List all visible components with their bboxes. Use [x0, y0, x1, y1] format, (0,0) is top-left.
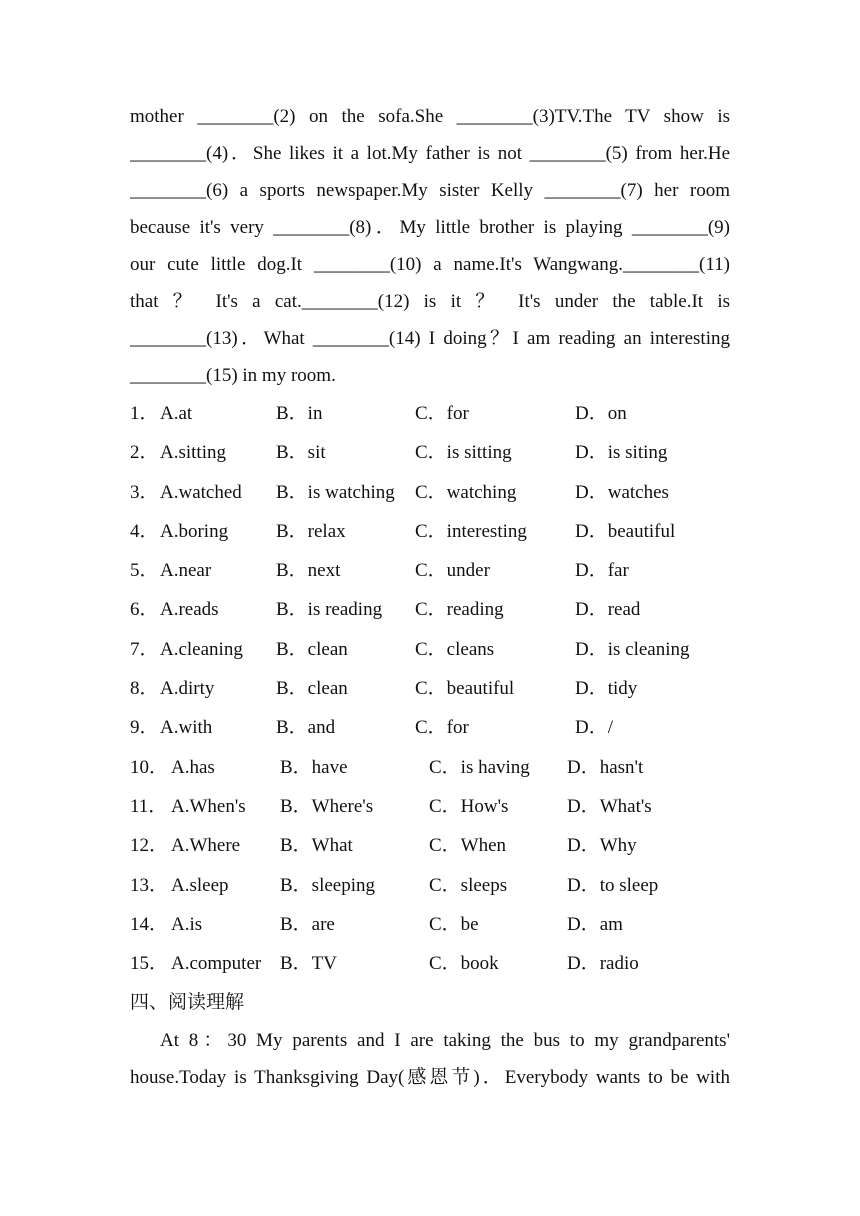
- option-d: D．tidy: [575, 678, 638, 700]
- option-d: D．on: [575, 403, 627, 424]
- option-b: B．are: [280, 913, 335, 935]
- option-row: [130, 708, 730, 747]
- option-d: D．is siting: [575, 442, 668, 464]
- option-c: C．interesting: [415, 520, 527, 542]
- question-number: 1．: [130, 403, 159, 424]
- option-d: D．far: [575, 560, 629, 582]
- option-d: D．read: [575, 599, 641, 621]
- option-c: C．be: [429, 913, 479, 935]
- question-number: 10．: [130, 756, 169, 778]
- option-c: C．is sitting: [415, 442, 512, 464]
- reading-line: house.Today is Thanksgiving Day(感恩节)．Everybody wants to be with: [130, 1067, 730, 1089]
- option-b: B．in: [276, 403, 323, 424]
- option-b: B．is watching: [276, 481, 395, 503]
- option-b: B．relax: [276, 520, 346, 542]
- option-a: A.Where: [171, 835, 241, 857]
- question-number: 5．: [130, 560, 159, 582]
- question-number: 2．: [130, 442, 159, 464]
- question-number: 4．: [130, 520, 159, 542]
- question-number: 13．: [130, 874, 169, 896]
- option-row: [130, 866, 730, 905]
- option-b: B．next: [276, 560, 341, 582]
- option-a: A.boring: [160, 520, 229, 542]
- option-d: D．is cleaning: [575, 638, 690, 660]
- passage-line: that ？ It's a cat.________(12) is it ？ It's under the table.It is: [130, 291, 730, 312]
- option-row: [130, 787, 730, 826]
- option-a: A.sleep: [171, 874, 229, 896]
- option-b: B．TV: [280, 953, 338, 975]
- question-number: 14．: [130, 913, 169, 935]
- document-page: [130, 98, 730, 1096]
- option-row: [130, 512, 730, 551]
- option-a: A.cleaning: [160, 638, 243, 660]
- answer-options: [130, 394, 730, 983]
- option-row: [130, 944, 730, 983]
- option-row: [130, 394, 730, 433]
- option-a: A.watched: [160, 481, 242, 503]
- option-row: [130, 551, 730, 590]
- passage-line: ________(6) a sports newspaper.My sister Kelly ________(7) her room: [130, 180, 730, 201]
- section-title: 四、阅读理解: [130, 992, 245, 1014]
- option-a: A.computer: [171, 953, 262, 975]
- option-d: D．am: [567, 913, 623, 935]
- option-a: A.is: [171, 913, 203, 935]
- option-c: C．beautiful: [415, 678, 515, 700]
- option-a: A.near: [160, 560, 212, 582]
- option-row: [130, 826, 730, 865]
- option-d: D．watches: [575, 481, 669, 503]
- option-c: C．When: [429, 835, 507, 857]
- question-number: 7．: [130, 638, 159, 660]
- question-number: 8．: [130, 678, 159, 700]
- question-number: 9．: [130, 717, 159, 739]
- option-b: B．Where's: [280, 795, 374, 817]
- option-d: D．to sleep: [567, 874, 659, 896]
- question-number: 15．: [130, 953, 169, 975]
- option-c: C．book: [429, 953, 499, 975]
- option-row: [130, 433, 730, 472]
- reading-passage: [130, 1022, 730, 1096]
- option-c: C．under: [415, 560, 490, 582]
- option-d: D．/: [575, 717, 614, 739]
- option-c: C．reading: [415, 599, 504, 621]
- option-a: A.at: [160, 403, 193, 424]
- option-c: C．sleeps: [429, 874, 508, 896]
- option-c: C．is having: [429, 756, 530, 778]
- passage-line: our cute little dog.It ________(10) a name.It's Wangwang.________(11): [130, 254, 730, 275]
- option-d: D．What's: [567, 795, 652, 817]
- option-a: A.When's: [171, 795, 246, 817]
- option-a: A.dirty: [160, 678, 215, 700]
- option-d: D．Why: [567, 835, 637, 857]
- option-b: B．clean: [276, 638, 348, 660]
- question-number: 11．: [130, 795, 168, 817]
- option-b: B．sleeping: [280, 874, 375, 896]
- cloze-passage: [130, 98, 730, 394]
- option-row: [130, 473, 730, 512]
- option-a: A.sitting: [160, 442, 226, 464]
- option-row: [130, 748, 730, 787]
- option-b: B．and: [276, 717, 336, 739]
- question-number: 6．: [130, 599, 159, 621]
- option-b: B．What: [280, 835, 353, 857]
- option-c: C．watching: [415, 481, 517, 503]
- option-a: A.has: [171, 756, 215, 778]
- passage-line: mother ________(2) on the sofa.She ________(3)TV.The TV show is: [130, 106, 730, 127]
- option-d: D．beautiful: [575, 520, 676, 542]
- option-c: C．for: [415, 403, 469, 424]
- passage-line: ________(13)．What ________(14) I doing？I am reading an interesting: [130, 328, 730, 349]
- option-b: B．is reading: [276, 599, 383, 621]
- option-c: C．for: [415, 717, 469, 739]
- reading-line: At 8：30 My parents and I are taking the bus to my grandparents': [160, 1030, 730, 1052]
- option-a: A.with: [160, 717, 213, 739]
- option-row: [130, 669, 730, 708]
- question-number: 12．: [130, 835, 169, 857]
- passage-line: ________(15) in my room.: [130, 365, 336, 386]
- option-c: C．How's: [429, 795, 509, 817]
- option-row: [130, 630, 730, 669]
- passage-line: because it's very ________(8)．My little brother is playing ________(9): [130, 217, 730, 238]
- option-b: B．clean: [276, 678, 348, 700]
- option-a: A.reads: [160, 599, 219, 621]
- passage-line: ________(4)．She likes it a lot.My father is not ________(5) from her.He: [130, 143, 730, 164]
- option-row: [130, 590, 730, 629]
- option-row: [130, 905, 730, 944]
- question-number: 3．: [130, 481, 159, 503]
- option-d: D．hasn't: [567, 756, 644, 778]
- option-c: C．cleans: [415, 638, 495, 660]
- option-b: B．have: [280, 756, 348, 778]
- option-b: B．sit: [276, 442, 326, 464]
- option-d: D．radio: [567, 953, 639, 975]
